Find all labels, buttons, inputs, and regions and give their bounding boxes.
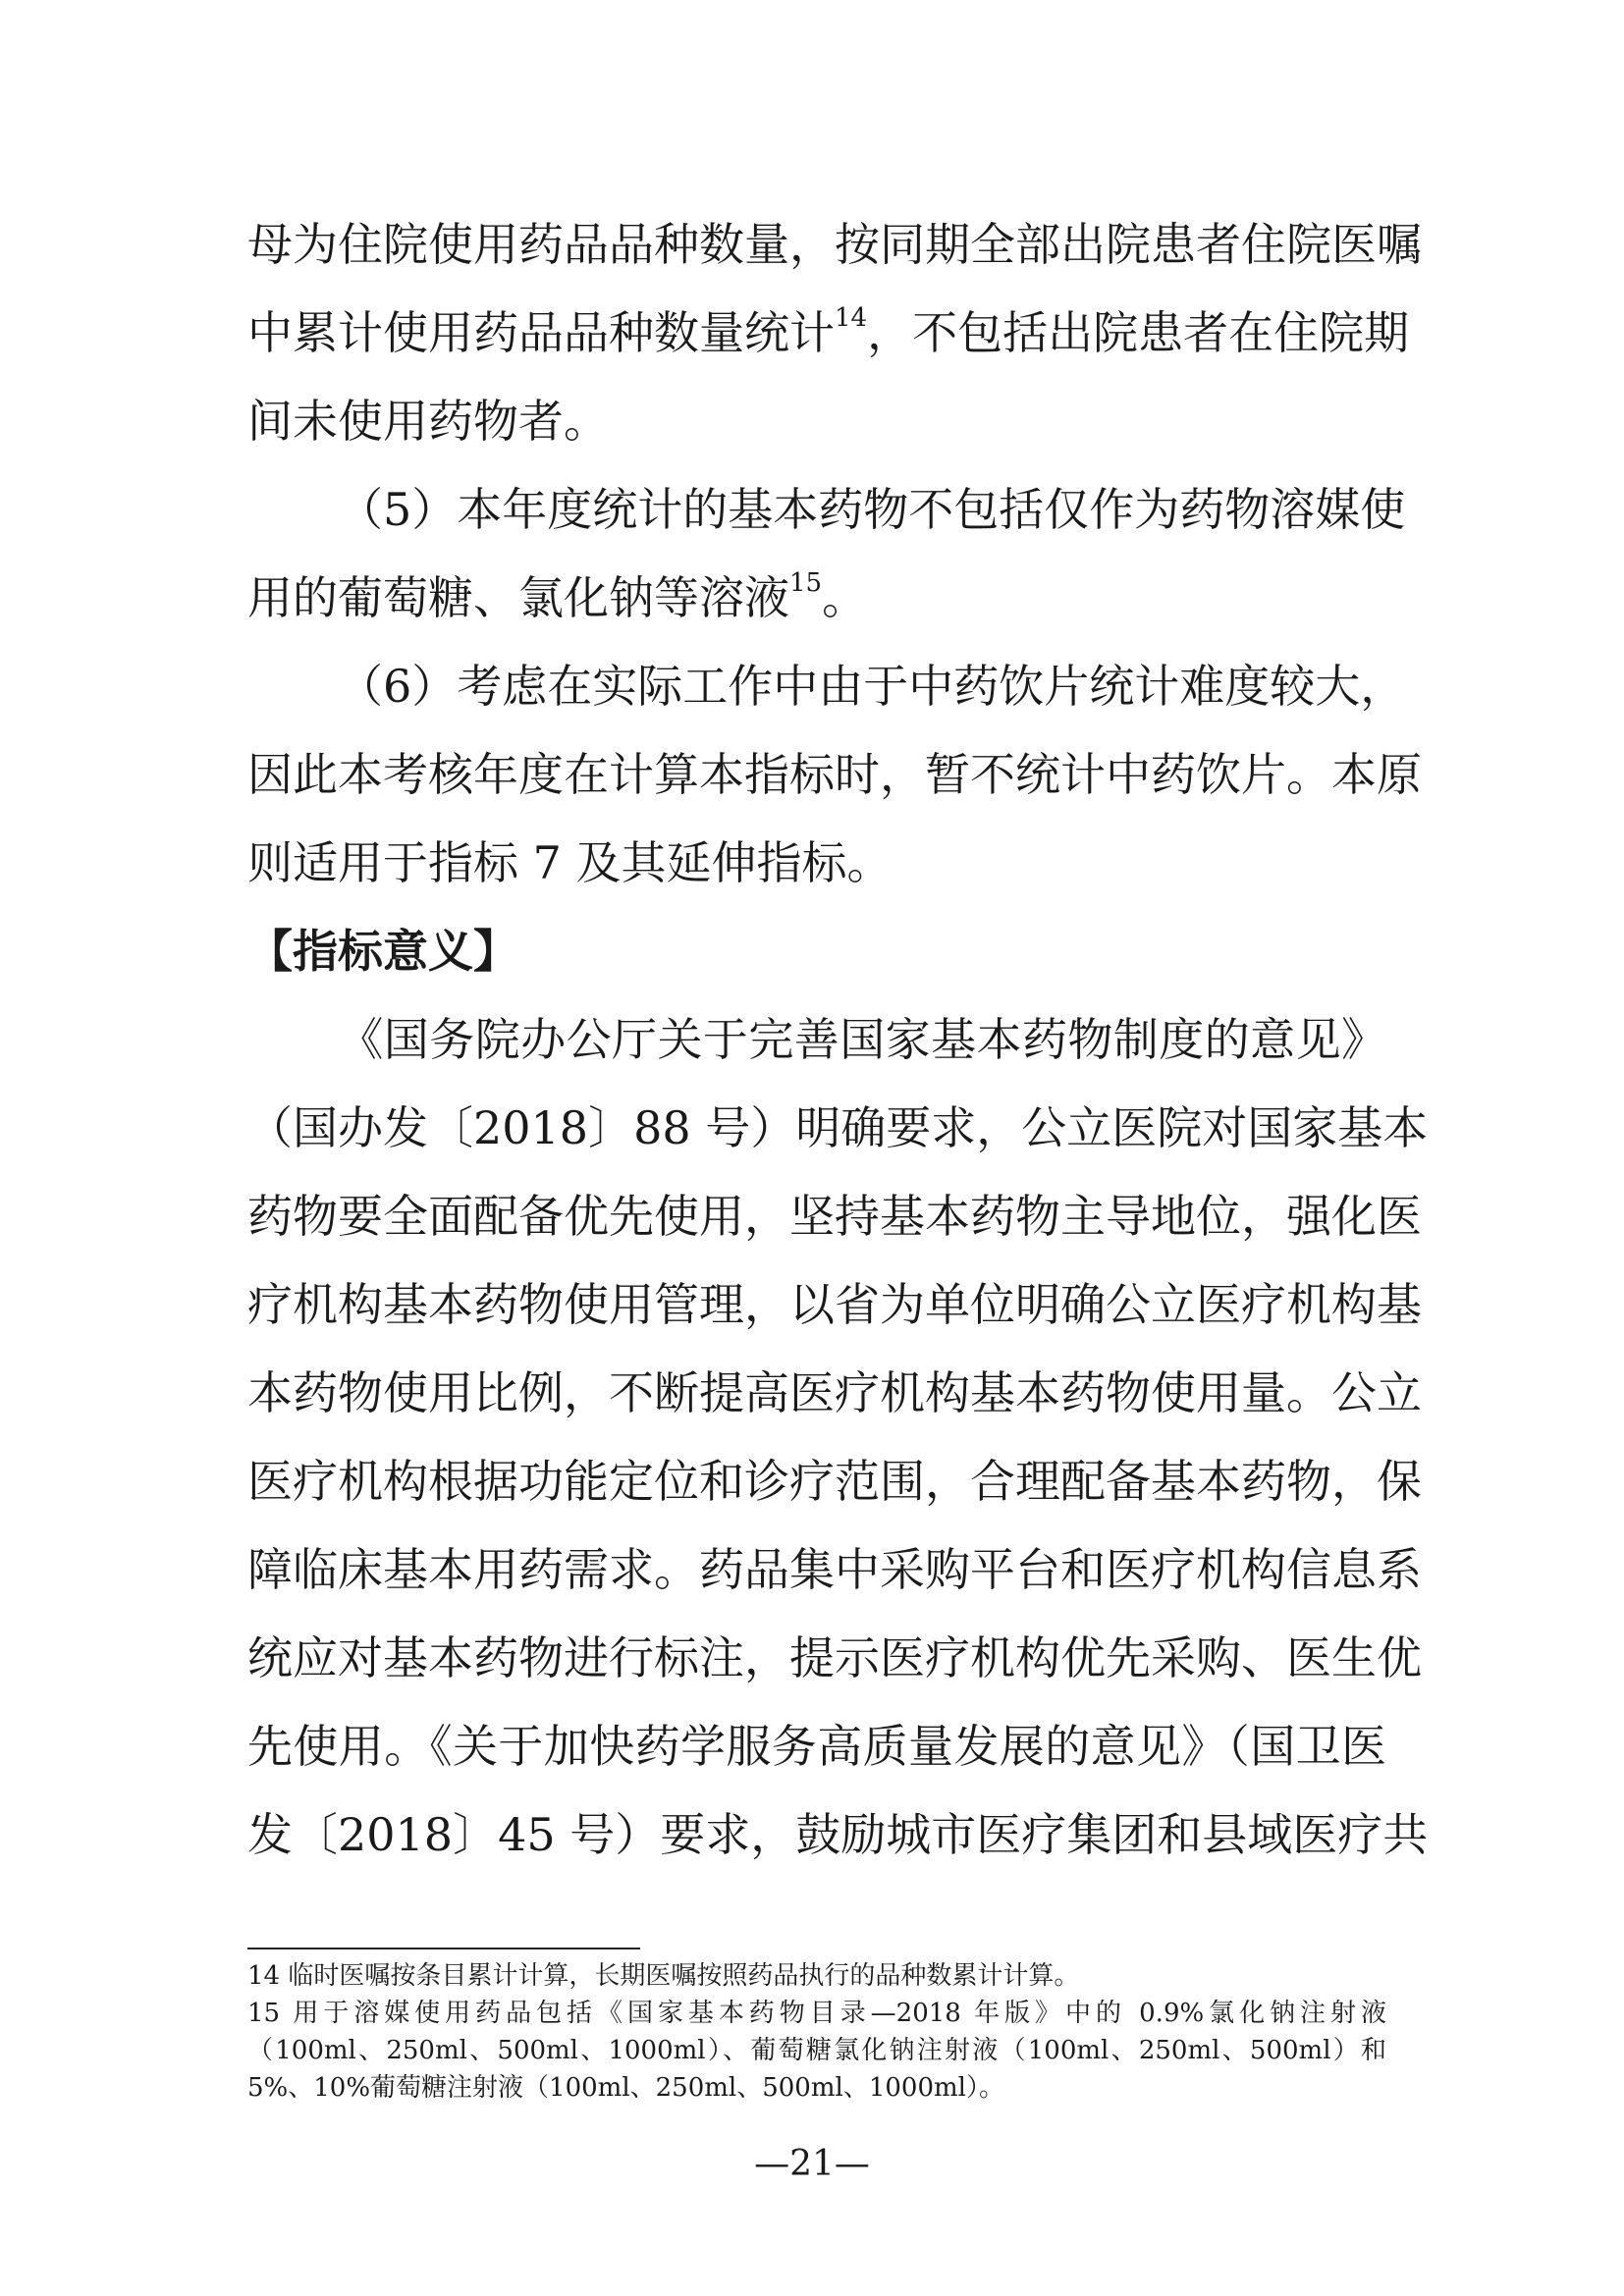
- footnote-14: 14 临时医嘱按条目累计计算，长期医嘱按照药品执行的品种数累计计算。: [247, 1961, 1080, 1991]
- significance-line-7-text: 障临床基本用药需求。药品集中采购平台和医疗机构信息系: [247, 1543, 1422, 1596]
- significance-line-5: [247, 1349, 1422, 1437]
- body-line-5-text-end: 。: [822, 571, 868, 624]
- body-line-7: [247, 730, 1422, 819]
- footnote-ref-15: 15: [789, 568, 823, 598]
- significance-line-6-text: 医疗机构根据功能定位和诊疗范围，合理配备基本药物，保: [247, 1455, 1422, 1508]
- body-line-6: [247, 642, 1406, 730]
- body-line-8-text: 则适用于指标 7 及其延伸指标。: [247, 836, 893, 889]
- footnote-15-line-1: 15 用于溶媒使用药品包括《国家基本药物目录—2018 年版》中的 0.9%氯化钠注射液: [247, 1999, 1386, 2028]
- body-line-6-text: （6）考虑在实际工作中由于中药饮片统计难度较大，: [338, 660, 1406, 713]
- significance-line-5-text: 本药物使用比例，不断提高医疗机构基本药物使用量。公立: [247, 1366, 1422, 1419]
- significance-line-4-text: 疗机构基本药物使用管理，以省为单位明确公立医疗机构基: [247, 1278, 1422, 1331]
- significance-line-6: [247, 1437, 1422, 1525]
- significance-line-2-text: （国办发〔2018〕88 号）明确要求，公立医院对国家基本: [247, 1101, 1429, 1154]
- body-line-7-text: 因此本考核年度在计算本指标时，暂不统计中药饮片。本原: [247, 748, 1422, 801]
- significance-line-9-text: 先使用。《关于加快药学服务高质量发展的意见》（国卫医: [247, 1720, 1386, 1773]
- significance-line-1-text: 《国务院办公厅关于完善国家基本药物制度的意见》: [338, 1013, 1386, 1066]
- body-line-4: [247, 465, 1406, 554]
- body-line-3-text: 间未使用药物者。: [247, 395, 609, 448]
- body-line-2-text: 中累计使用药品品种数量统计: [247, 306, 835, 359]
- significance-line-2: [247, 1084, 1429, 1172]
- footnote-15-line-3: 5%、10%葡萄糖注射液（100ml、250ml、500ml、1000ml）。: [247, 2073, 1004, 2103]
- body-line-4-text: （5）本年度统计的基本药物不包括仅作为药物溶媒使: [338, 483, 1406, 536]
- significance-line-9: [247, 1702, 1386, 1790]
- body-line-5-text: 用的葡萄糖、氯化钠等溶液: [247, 571, 789, 624]
- significance-line-10-text: 发〔2018〕45 号）要求，鼓励城市医疗集团和县域医疗共: [247, 1808, 1429, 1861]
- significance-line-8: [247, 1614, 1422, 1702]
- body-line-2-text-cont: ，不包括出院患者在住院期: [867, 306, 1410, 359]
- body-line-5: [247, 554, 1386, 642]
- footnote-divider: [247, 1948, 640, 1949]
- body-line-2: [247, 289, 1410, 377]
- significance-line-3-text: 药物要全面配备优先使用，坚持基本药物主导地位，强化医: [247, 1190, 1422, 1243]
- body-line-8: [247, 819, 1386, 907]
- footnote-ref-14: 14: [835, 303, 868, 333]
- significance-line-7: [247, 1525, 1422, 1614]
- page-number: —21—: [754, 2144, 870, 2184]
- significance-line-8-text: 统应对基本药物进行标注，提示医疗机构优先采购、医生优: [247, 1631, 1422, 1684]
- significance-line-3: [247, 1172, 1422, 1260]
- significance-line-1: [247, 995, 1386, 1084]
- section-heading: 【指标意义】: [247, 925, 518, 978]
- significance-line-10: [247, 1790, 1429, 1879]
- body-line-3: [247, 377, 1386, 465]
- significance-line-4: [247, 1260, 1422, 1349]
- body-line-1-text: 母为住院使用药品品种数量，按同期全部出院患者住院医嘱: [247, 218, 1422, 271]
- body-line-1: [247, 200, 1422, 289]
- footnote-15-line-2: （100ml、250ml、500ml、1000ml）、葡萄糖氯化钠注射液（100ml、250ml、500ml）和: [247, 2036, 1386, 2065]
